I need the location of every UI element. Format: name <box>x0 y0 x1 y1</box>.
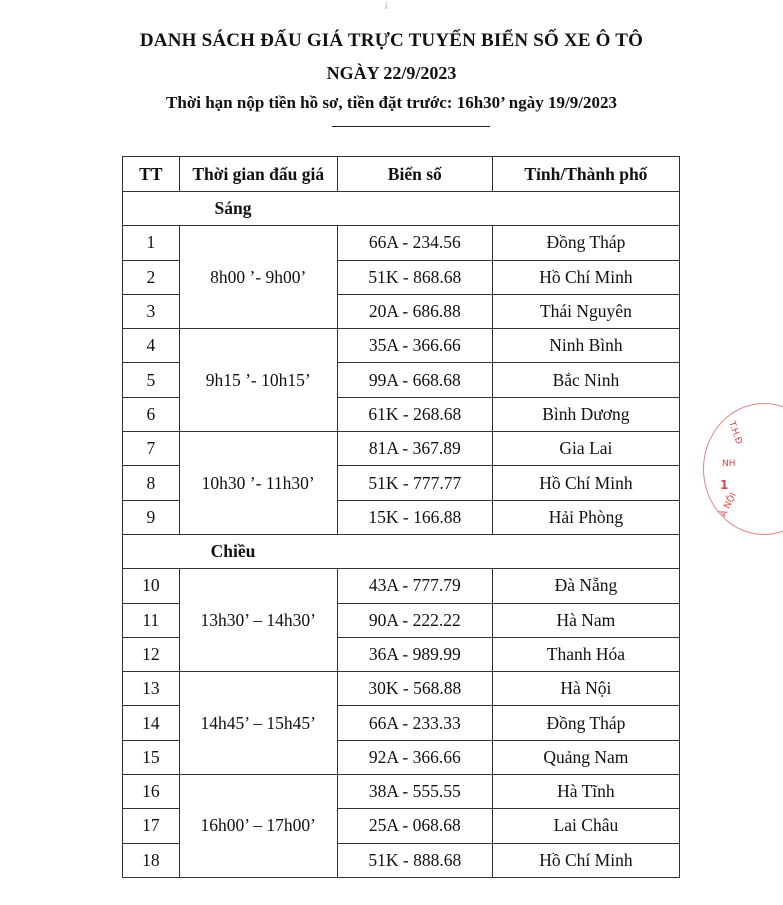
cell-plate: 61K - 268.68 <box>337 397 492 431</box>
cell-province: Hồ Chí Minh <box>492 843 679 877</box>
cell-tt: 7 <box>123 432 180 466</box>
table-row <box>123 226 680 260</box>
cell-time-slot: 8h00 ’- 9h00’ <box>179 226 337 329</box>
cell-province: Hồ Chí Minh <box>492 466 679 500</box>
cell-tt: 15 <box>123 740 180 774</box>
stamp-text-fragment: T.H.Đ <box>726 420 744 446</box>
cell-tt: 17 <box>123 809 180 843</box>
document-title: DANH SÁCH ĐẤU GIÁ TRỰC TUYẾN BIỂN SỐ XE Ô TÔ <box>139 30 644 51</box>
stamp-text-fragment: À NỘI <box>718 491 739 519</box>
stamp-text-fragment: NH <box>722 459 736 469</box>
cell-province: Đồng Tháp <box>492 706 679 740</box>
cell-plate: 90A - 222.22 <box>337 603 492 637</box>
cell-tt: 14 <box>123 706 180 740</box>
cell-plate: 51K - 868.68 <box>337 260 492 294</box>
cell-province: Bắc Ninh <box>492 363 679 397</box>
cell-time-slot: 10h30 ’- 11h30’ <box>179 432 337 535</box>
cell-tt: 16 <box>123 775 180 809</box>
cell-province: Thanh Hóa <box>492 637 679 671</box>
cell-plate: 66A - 234.56 <box>337 226 492 260</box>
title-underline <box>332 126 490 127</box>
cell-time-slot: 16h00’ – 17h00’ <box>179 775 337 878</box>
cell-tt: 13 <box>123 672 180 706</box>
section-cell <box>123 534 680 568</box>
cell-time-slot: 9h15 ’- 10h15’ <box>179 329 337 432</box>
page-mark: ʝ <box>385 0 388 9</box>
auction-table <box>122 156 680 878</box>
cell-tt: 1 <box>123 226 180 260</box>
section-row <box>123 534 680 568</box>
cell-plate: 20A - 686.88 <box>337 294 492 328</box>
cell-province: Lai Châu <box>492 809 679 843</box>
cell-province: Hà Nội <box>492 672 679 706</box>
cell-province: Bình Dương <box>492 397 679 431</box>
section-label: Chiều <box>210 541 256 562</box>
table-header-row <box>123 157 680 192</box>
cell-plate: 25A - 068.68 <box>337 809 492 843</box>
cell-tt: 18 <box>123 843 180 877</box>
cell-plate: 81A - 367.89 <box>337 432 492 466</box>
cell-plate: 51K - 777.77 <box>337 466 492 500</box>
table-row <box>123 569 680 603</box>
cell-tt: 3 <box>123 294 180 328</box>
cell-plate: 35A - 366.66 <box>337 329 492 363</box>
cell-tt: 10 <box>123 569 180 603</box>
stamp-text-fragment: 1 <box>720 478 729 492</box>
cell-time-slot: 13h30’ – 14h30’ <box>179 569 337 672</box>
payment-deadline: Thời hạn nộp tiền hồ sơ, tiền đặt trước: 16h30’ ngày 19/9/2023 <box>166 93 617 112</box>
cell-plate: 51K - 888.68 <box>337 843 492 877</box>
cell-tt: 11 <box>123 603 180 637</box>
header-time: Thời gian đấu giá <box>179 157 337 192</box>
cell-province: Thái Nguyên <box>492 294 679 328</box>
section-cell <box>123 192 680 226</box>
cell-tt: 12 <box>123 637 180 671</box>
cell-province: Hà Nam <box>492 603 679 637</box>
cell-plate: 30K - 568.88 <box>337 672 492 706</box>
cell-tt: 4 <box>123 329 180 363</box>
document-date: NGÀY 22/9/2023 <box>326 63 457 83</box>
cell-province: Hà Tĩnh <box>492 775 679 809</box>
cell-province: Đồng Tháp <box>492 226 679 260</box>
cell-province: Hải Phòng <box>492 500 679 534</box>
header-tt: TT <box>123 157 180 192</box>
table-row <box>123 672 680 706</box>
cell-plate: 15K - 166.88 <box>337 500 492 534</box>
cell-province: Quảng Nam <box>492 740 679 774</box>
cell-plate: 99A - 668.68 <box>337 363 492 397</box>
header-province: Tỉnh/Thành phố <box>492 157 679 192</box>
cell-tt: 6 <box>123 397 180 431</box>
cell-tt: 5 <box>123 363 180 397</box>
section-row <box>123 192 680 226</box>
cell-tt: 9 <box>123 500 180 534</box>
table-row <box>123 432 680 466</box>
cell-tt: 2 <box>123 260 180 294</box>
cell-province: Hồ Chí Minh <box>492 260 679 294</box>
cell-province: Ninh Bình <box>492 329 679 363</box>
cell-province: Gia Lai <box>492 432 679 466</box>
table-row <box>123 329 680 363</box>
cell-plate: 66A - 233.33 <box>337 706 492 740</box>
section-label: Sáng <box>214 198 252 219</box>
red-seal-stamp <box>703 403 783 535</box>
cell-tt: 8 <box>123 466 180 500</box>
cell-time-slot: 14h45’ – 15h45’ <box>179 672 337 775</box>
cell-plate: 38A - 555.55 <box>337 775 492 809</box>
table-body <box>123 192 680 878</box>
cell-province: Đà Nẵng <box>492 569 679 603</box>
cell-plate: 92A - 366.66 <box>337 740 492 774</box>
table-row <box>123 775 680 809</box>
header-plate: Biển số <box>337 157 492 192</box>
cell-plate: 43A - 777.79 <box>337 569 492 603</box>
cell-plate: 36A - 989.99 <box>337 637 492 671</box>
